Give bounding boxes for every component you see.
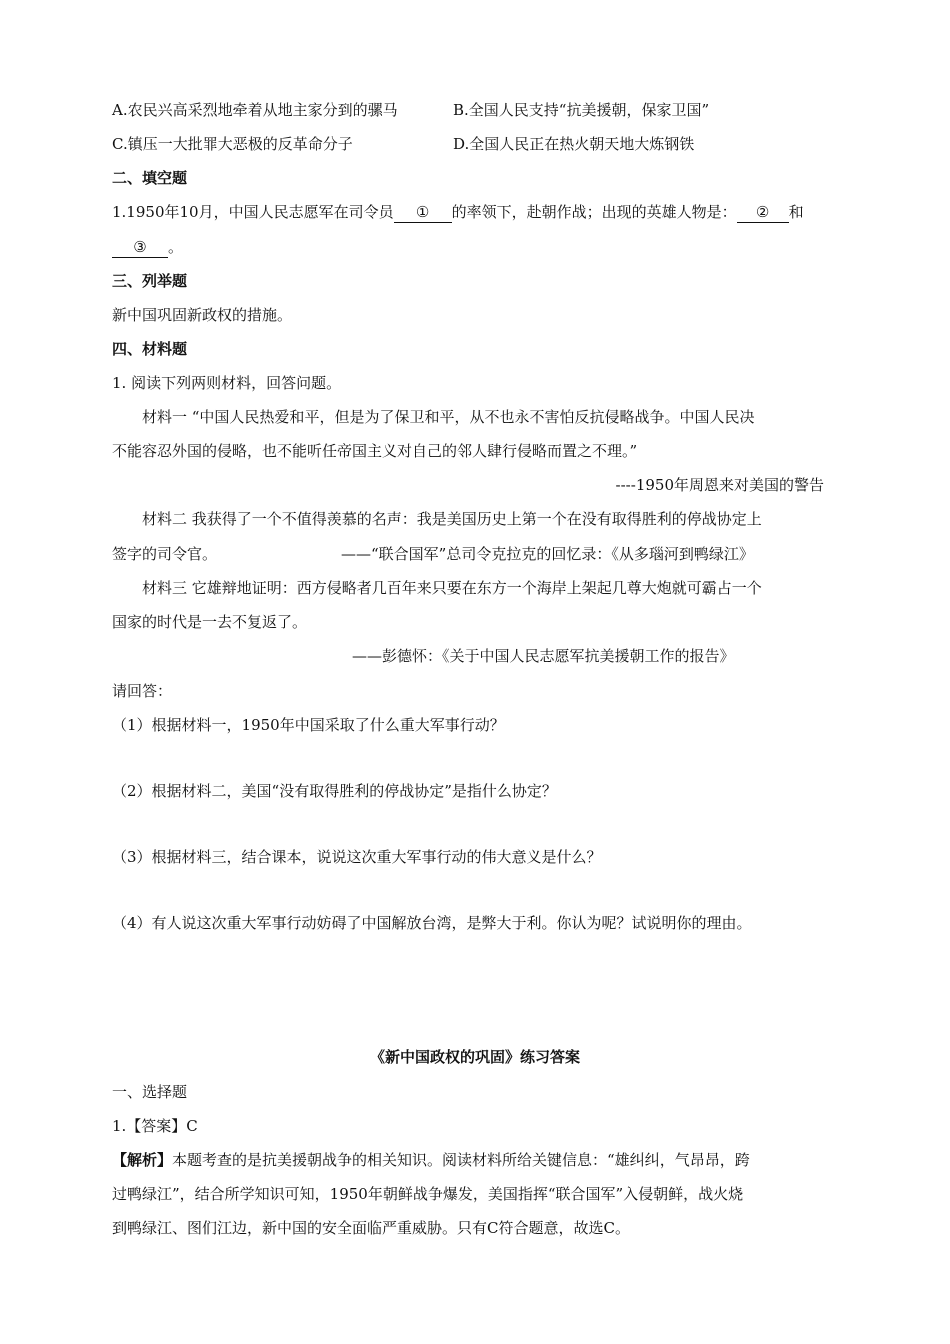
- option-a: A.农民兴高采烈地牵着从地主家分到的骡马: [112, 101, 398, 119]
- blank-2: ②: [737, 202, 789, 223]
- material-intro: 1. 阅读下列两则材料，回答问题。: [112, 374, 342, 392]
- fill-heading: 二、填空题: [112, 169, 188, 187]
- analysis-line2: 过鸭绿江”，结合所学知识可知，1950年朝鲜战争爆发，美国指挥“联合国军”入侵朝鲜，战火烧: [112, 1185, 744, 1203]
- material-2-line2: 签字的司令官。: [112, 545, 218, 563]
- material-1-source: ----1950年周恩来对美国的警告: [615, 476, 824, 494]
- option-row-cd: [112, 133, 695, 155]
- material-1-line1: 材料一 “中国人民热爱和平，但是为了保卫和平，从不也永不害怕反抗侵略战争。中国人民决: [142, 408, 755, 426]
- material-3-source: ——彭德怀：《关于中国人民志愿军抗美援朝工作的报告》: [352, 647, 735, 665]
- answers-section: 一、选择题: [112, 1083, 188, 1101]
- analysis-line3: 到鸭绿江、图们江边，新中国的安全面临严重威胁。只有C符合题意，故选C。: [112, 1219, 630, 1237]
- material-1-line2: 不能容忍外国的侵略，也不能听任帝国主义对自己的邻人肆行侵略而置之不理。”: [112, 442, 638, 460]
- material-2-line1: 材料二 我获得了一个不值得羡慕的名声：我是美国历史上第一个在没有取得胜利的停战协定上: [142, 510, 762, 528]
- option-b: B.全国人民支持“抗美援朝，保家卫国”: [453, 101, 710, 119]
- ask-label: 请回答：: [112, 682, 173, 700]
- analysis-label: 【解析】: [112, 1151, 173, 1169]
- analysis-line1: 【解析】本题考查的是抗美援朝战争的相关知识。阅读材料所给关键信息：“雄纠纠，气昂昂，跨: [112, 1151, 750, 1169]
- material-heading: 四、材料题: [112, 340, 188, 358]
- blank-1: ①: [394, 202, 452, 223]
- sub-question-3: （3）根据材料三，结合课本，说说这次重大军事行动的伟大意义是什么？: [112, 848, 602, 866]
- answers-title: 《新中国政权的巩固》练习答案: [369, 1048, 580, 1066]
- list-text: 新中国巩固新政权的措施。: [112, 306, 293, 324]
- sub-question-1: （1）根据材料一，1950年中国采取了什么重大军事行动？: [112, 716, 505, 734]
- fill-question-line1: 1.1950年10月，中国人民志愿军在司令员 ① 的率领下，赴朝作战；出现的英雄人物是： ② 和: [112, 203, 804, 221]
- option-row-ab: [112, 99, 710, 121]
- option-d: D.全国人民正在热火朝天地大炼钢铁: [453, 135, 695, 153]
- option-c: C.镇压一大批罪大恶极的反革命分子: [112, 135, 353, 153]
- answer-1: 1.【答案】C: [112, 1117, 198, 1135]
- material-2-source: ——“联合国军”总司令克拉克的回忆录：《从多瑙河到鸭绿江》: [341, 545, 754, 563]
- blank-3: ③: [112, 237, 168, 258]
- sub-question-2: （2）根据材料二，美国“没有取得胜利的停战协定”是指什么协定？: [112, 782, 557, 800]
- sub-question-4: （4）有人说这次重大军事行动妨碍了中国解放台湾，是弊大于利。你认为呢？试说明你的理由。: [112, 914, 752, 932]
- material-3-line1: 材料三 它雄辩地证明：西方侵略者几百年来只要在东方一个海岸上架起几尊大炮就可霸占一个: [142, 579, 762, 597]
- fill-question-line2: ③ 。: [112, 236, 183, 258]
- list-heading: 三、列举题: [112, 272, 188, 290]
- material-3-line2: 国家的时代是一去不复返了。: [112, 613, 308, 631]
